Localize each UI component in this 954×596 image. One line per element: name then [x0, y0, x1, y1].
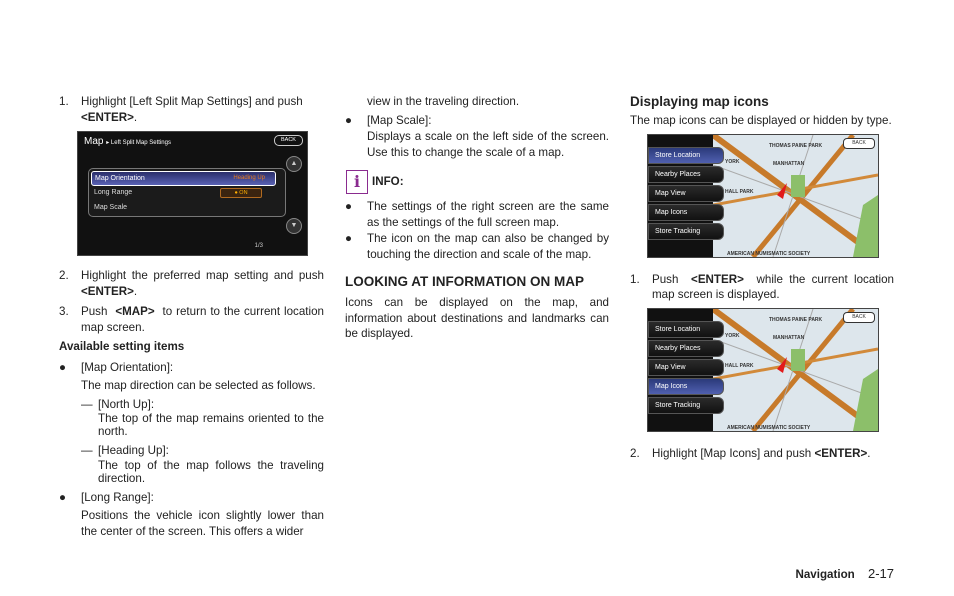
info-text: The icon on the map can also be changed by touching the direction and scale of the map.: [367, 232, 609, 261]
menu-item-map-scale[interactable]: Map Scale: [94, 204, 128, 211]
step-number: 2.: [59, 269, 69, 282]
menu-item-store-location[interactable]: Store Location: [648, 321, 724, 338]
option-north-up: — [North Up]:: [81, 397, 155, 411]
bullet-desc: Displays a scale on the left side of the screen. Use this to change the scale of a map.: [367, 130, 609, 159]
back-button[interactable]: BACK: [274, 135, 303, 146]
scroll-up-icon[interactable]: ▲: [286, 156, 302, 172]
screen-title: Map ▸ Left Split Map Settings: [84, 136, 171, 147]
map-screenshot-2: [647, 308, 879, 432]
intro-paragraph: The map icons can be displayed or hidden by type.: [630, 114, 892, 127]
step-1: [59, 94, 324, 125]
section-heading: LOOKING AT INFORMATION ON MAP: [345, 274, 584, 289]
scroll-down-icon[interactable]: ▼: [286, 218, 302, 234]
option-heading-up: — [Heading Up]:: [81, 444, 169, 457]
step-2: [630, 446, 894, 462]
map-area: THOMAS PAINE PARK MANHATTAN HALL PARK YORK AMERICAN NUMISMATIC SOCIETY BACK: [713, 135, 878, 257]
back-button[interactable]: BACK: [843, 312, 875, 323]
option-desc: The top of the map follows the traveling direction.: [98, 458, 324, 485]
option-label: [Heading Up]:: [98, 444, 169, 457]
footer-section: Navigation: [795, 568, 855, 581]
menu-item-store-tracking[interactable]: Store Tracking: [648, 397, 724, 414]
menu-item-map-icons[interactable]: Map Icons: [648, 378, 724, 395]
menu-item-long-range[interactable]: Long Range ● ON: [91, 186, 274, 199]
menu-value: Heading Up: [233, 175, 265, 181]
on-indicator: ● ON: [220, 188, 262, 198]
map-menu: [648, 147, 724, 242]
info-text: The settings of the right screen are the same as the settings of the full screen map.: [367, 200, 609, 229]
subsection-heading: Displaying map icons: [630, 94, 769, 109]
info-heading: [346, 170, 609, 194]
step-number: 1.: [59, 95, 69, 108]
step-1: [630, 272, 894, 303]
step-text: Highlight [Left Split Map Settings] and push: [81, 95, 303, 108]
enter-key: <ENTER>: [691, 272, 744, 286]
step-end: .: [133, 110, 138, 124]
menu-item-nearby-places[interactable]: Nearby Places: [648, 340, 724, 357]
available-settings-heading: Available setting items: [59, 340, 185, 353]
bullet-label: [Map Orientation]:: [81, 360, 174, 374]
bullet-icon: ●: [59, 490, 67, 504]
step-end: .: [867, 446, 871, 460]
menu-item-map-view[interactable]: Map View: [648, 185, 724, 202]
bullet-map-orientation: [59, 360, 324, 376]
info-bullet-1: [345, 199, 609, 230]
page-footer: [795, 566, 894, 583]
menu-item-store-tracking[interactable]: Store Tracking: [648, 223, 724, 240]
enter-key: <ENTER>: [81, 110, 134, 124]
bullet-long-range: [59, 490, 324, 506]
step-text: Push: [652, 272, 679, 286]
menu-item-map-orientation[interactable]: Map Orientation Heading Up: [91, 171, 276, 186]
option-desc: The top of the map remains oriented to the north.: [98, 412, 324, 438]
page-indicator: 1/3: [254, 242, 263, 249]
step-3: [59, 304, 324, 335]
bullet-desc: The map direction can be selected as follows.: [81, 379, 316, 392]
step-text: Highlight [Map Icons] and push: [652, 446, 812, 460]
enter-key: <ENTER>: [814, 446, 868, 460]
column-left: [59, 94, 324, 539]
menu-item-nearby-places[interactable]: Nearby Places: [648, 166, 724, 183]
step-text: Push: [81, 305, 108, 318]
step-text: to return to the current location map screen.: [81, 305, 324, 334]
bullet-icon: ●: [345, 232, 353, 245]
continued-text: view in the traveling direction.: [367, 95, 520, 108]
step-end: .: [133, 284, 138, 298]
step-2: [59, 268, 324, 299]
map-area: THOMAS PAINE PARK MANHATTAN HALL PARK YORK AMERICAN NUMISMATIC SOCIETY BACK: [713, 309, 878, 431]
info-label: INFO:: [372, 175, 404, 189]
bullet-icon: ●: [345, 200, 353, 213]
info-icon: i: [346, 170, 368, 194]
option-label: [North Up]:: [98, 397, 155, 411]
step-text: Highlight the preferred map setting and push: [81, 269, 324, 282]
info-bullet-2: [345, 231, 609, 262]
bullet-icon: ●: [345, 113, 353, 127]
enter-key: <ENTER>: [81, 284, 134, 298]
page-number: 2-17: [867, 566, 894, 581]
map-screenshot-1: [647, 134, 879, 258]
column-right: [630, 94, 894, 461]
section-paragraph: Icons can be displayed on the map, and information about destinations and landmarks can be displayed.: [345, 296, 609, 340]
menu-item-store-location[interactable]: Store Location: [648, 147, 724, 164]
back-button[interactable]: BACK: [843, 138, 875, 149]
bullet-icon: ●: [59, 360, 67, 374]
bullet-desc: Positions the vehicle icon slightly lower than the center of the screen. This offers a wider: [81, 509, 324, 538]
step-text: while the current location map screen is displayed.: [652, 272, 894, 301]
column-middle: [345, 94, 609, 342]
menu-item-map-view[interactable]: Map View: [648, 359, 724, 376]
map-menu: [648, 321, 724, 416]
map-key: <MAP>: [115, 305, 155, 318]
step-number: 1.: [630, 272, 640, 286]
settings-menu: [88, 168, 286, 217]
step-number: 3.: [59, 305, 69, 318]
bullet-label: [Map Scale]:: [367, 113, 432, 127]
step-number: 2.: [630, 446, 640, 460]
menu-item-map-icons[interactable]: Map Icons: [648, 204, 724, 221]
settings-screenshot: [77, 131, 308, 256]
bullet-label: [Long Range]:: [81, 490, 154, 504]
bullet-map-scale: [345, 113, 609, 129]
